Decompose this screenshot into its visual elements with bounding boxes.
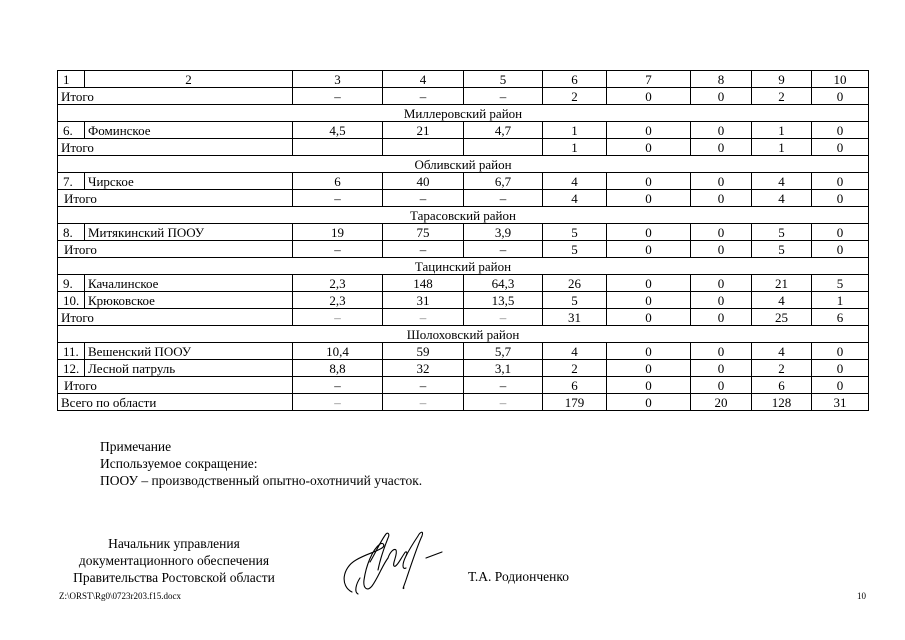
table-cell: 0 bbox=[812, 377, 869, 394]
table-cell: – bbox=[383, 190, 464, 207]
total-row bbox=[58, 309, 869, 326]
note-line-abbreviation: Используемое сокращение: bbox=[100, 456, 258, 471]
table-cell: 20 bbox=[691, 394, 752, 411]
table-cell: 0 bbox=[691, 241, 752, 258]
table-cell: 0 bbox=[691, 343, 752, 360]
district-name: Обливский район bbox=[58, 156, 869, 173]
table-cell: – bbox=[293, 241, 383, 258]
table-cell: – bbox=[383, 241, 464, 258]
table-cell: – bbox=[293, 309, 383, 326]
table-cell: – bbox=[293, 190, 383, 207]
table-cell: 64,3 bbox=[464, 275, 543, 292]
row-number: 8. bbox=[58, 224, 85, 241]
total-label: Итого bbox=[58, 190, 293, 207]
table-cell: 31 bbox=[383, 292, 464, 309]
district-name: Миллеровский район bbox=[58, 105, 869, 122]
table-cell: – bbox=[383, 394, 464, 411]
table-row bbox=[58, 360, 869, 377]
header-cell: 9 bbox=[752, 71, 812, 88]
table-cell: 31 bbox=[543, 309, 607, 326]
table-cell: 4 bbox=[752, 343, 812, 360]
handwritten-signature-icon bbox=[330, 522, 445, 602]
row-number: 10. bbox=[58, 292, 85, 309]
table-cell: 5 bbox=[752, 224, 812, 241]
table-cell: 2 bbox=[752, 88, 812, 105]
table-row bbox=[58, 292, 869, 309]
table-cell: – bbox=[464, 394, 543, 411]
table-cell: – bbox=[383, 88, 464, 105]
table-cell: – bbox=[383, 377, 464, 394]
header-cell: 4 bbox=[383, 71, 464, 88]
table-cell: 26 bbox=[543, 275, 607, 292]
district-name: Шолоховский район bbox=[58, 326, 869, 343]
header-cell: 10 bbox=[812, 71, 869, 88]
table-cell: – bbox=[464, 241, 543, 258]
note-line-definition: ПООУ – производственный опытно-охотничий участок. bbox=[100, 473, 423, 488]
table-cell: 179 bbox=[543, 394, 607, 411]
area-name: Фоминское bbox=[85, 122, 293, 139]
header-cell: 3 bbox=[293, 71, 383, 88]
table-cell: 0 bbox=[607, 275, 691, 292]
table-cell: 0 bbox=[607, 139, 691, 156]
table-cell: – bbox=[293, 394, 383, 411]
area-name: Качалинское bbox=[85, 275, 293, 292]
table-cell: 75 bbox=[383, 224, 464, 241]
total-label: Итого bbox=[58, 139, 293, 156]
table-cell: 31 bbox=[812, 394, 869, 411]
area-name: Крюковское bbox=[85, 292, 293, 309]
table-cell: – bbox=[464, 377, 543, 394]
signatory-position bbox=[58, 535, 290, 586]
table-header-row bbox=[58, 71, 869, 88]
table-cell: 0 bbox=[607, 173, 691, 190]
table-cell: 1 bbox=[812, 292, 869, 309]
total-label: Всего по области bbox=[58, 394, 293, 411]
table-cell: 0 bbox=[812, 360, 869, 377]
position-line: документационного обеспечения bbox=[78, 553, 270, 568]
table-cell: 5 bbox=[543, 224, 607, 241]
table-cell: 4,5 bbox=[293, 122, 383, 139]
table-cell: 5 bbox=[812, 275, 869, 292]
table-row bbox=[58, 122, 869, 139]
total-row bbox=[58, 241, 869, 258]
table-cell: 21 bbox=[383, 122, 464, 139]
table-cell: 3,9 bbox=[464, 224, 543, 241]
table-row bbox=[58, 173, 869, 190]
total-label: Итого bbox=[58, 241, 293, 258]
district-name: Тарасовский район bbox=[58, 207, 869, 224]
table-cell: 21 bbox=[752, 275, 812, 292]
table-cell: 148 bbox=[383, 275, 464, 292]
area-name: Лесной патруль bbox=[85, 360, 293, 377]
total-row bbox=[58, 190, 869, 207]
area-name: Чирское bbox=[85, 173, 293, 190]
table-cell: 0 bbox=[812, 173, 869, 190]
total-label: Итого bbox=[58, 309, 293, 326]
table-cell: 4,7 bbox=[464, 122, 543, 139]
table-cell: 8,8 bbox=[293, 360, 383, 377]
table-cell: 10,4 bbox=[293, 343, 383, 360]
data-table bbox=[57, 70, 869, 411]
table-cell: 0 bbox=[812, 224, 869, 241]
note-title: Примечание bbox=[100, 439, 172, 454]
table-cell: 0 bbox=[607, 343, 691, 360]
table-cell: 2 bbox=[752, 360, 812, 377]
table-cell: – bbox=[293, 88, 383, 105]
header-cell: 2 bbox=[85, 71, 293, 88]
table-cell bbox=[293, 139, 383, 156]
position-line: Правительства Ростовской области bbox=[73, 570, 275, 585]
position-line: Начальник управления bbox=[108, 536, 240, 551]
table-cell: 4 bbox=[752, 190, 812, 207]
table-cell: – bbox=[293, 377, 383, 394]
row-number: 11. bbox=[58, 343, 85, 360]
table-cell: 0 bbox=[812, 88, 869, 105]
page-number: 10 bbox=[857, 591, 866, 601]
table-cell: 0 bbox=[607, 241, 691, 258]
table-cell: 0 bbox=[607, 122, 691, 139]
district-header-row bbox=[58, 326, 869, 343]
table-cell: 0 bbox=[607, 360, 691, 377]
table-cell: 4 bbox=[543, 190, 607, 207]
table-cell: 0 bbox=[691, 224, 752, 241]
table-cell: 13,5 bbox=[464, 292, 543, 309]
table-cell bbox=[383, 139, 464, 156]
table-cell: 0 bbox=[812, 343, 869, 360]
table-cell: 6 bbox=[293, 173, 383, 190]
area-name: Митякинский ПООУ bbox=[85, 224, 293, 241]
table-row bbox=[58, 343, 869, 360]
total-label: Итого bbox=[58, 88, 293, 105]
table-cell: 6,7 bbox=[464, 173, 543, 190]
table-cell bbox=[464, 139, 543, 156]
row-number: 7. bbox=[58, 173, 85, 190]
table-cell: – bbox=[464, 309, 543, 326]
header-cell: 1 bbox=[58, 71, 85, 88]
table-cell: 2,3 bbox=[293, 275, 383, 292]
table-cell: 0 bbox=[607, 394, 691, 411]
table-cell: 6 bbox=[543, 377, 607, 394]
table-cell: 0 bbox=[691, 292, 752, 309]
table-cell: 1 bbox=[752, 139, 812, 156]
table-cell: 0 bbox=[607, 224, 691, 241]
table-cell: 5 bbox=[752, 241, 812, 258]
table-cell: 5,7 bbox=[464, 343, 543, 360]
table-cell: – bbox=[464, 190, 543, 207]
table-cell: 0 bbox=[812, 190, 869, 207]
table-cell: 0 bbox=[691, 139, 752, 156]
table-cell: 4 bbox=[543, 343, 607, 360]
table-cell: 0 bbox=[691, 309, 752, 326]
table-cell: 0 bbox=[691, 88, 752, 105]
table-cell: 5 bbox=[543, 241, 607, 258]
row-number: 6. bbox=[58, 122, 85, 139]
table-cell: 4 bbox=[752, 173, 812, 190]
district-name: Тацинский район bbox=[58, 258, 869, 275]
total-row bbox=[58, 88, 869, 105]
table-cell: 32 bbox=[383, 360, 464, 377]
district-header-row bbox=[58, 207, 869, 224]
table-cell: – bbox=[383, 309, 464, 326]
total-row bbox=[58, 139, 869, 156]
table-cell: 2 bbox=[543, 88, 607, 105]
table-cell: 128 bbox=[752, 394, 812, 411]
table-cell: 0 bbox=[812, 241, 869, 258]
district-header-row bbox=[58, 105, 869, 122]
table-cell: 3,1 bbox=[464, 360, 543, 377]
table-cell: 0 bbox=[607, 377, 691, 394]
table-cell: 0 bbox=[691, 377, 752, 394]
table-cell: 0 bbox=[607, 309, 691, 326]
total-row bbox=[58, 377, 869, 394]
header-cell: 6 bbox=[543, 71, 607, 88]
table-cell: 0 bbox=[691, 122, 752, 139]
table-cell: 4 bbox=[752, 292, 812, 309]
table-cell: 1 bbox=[543, 122, 607, 139]
signatory-name: Т.А. Родионченко bbox=[468, 569, 569, 584]
table-cell: – bbox=[464, 88, 543, 105]
table-cell: 25 bbox=[752, 309, 812, 326]
table-row bbox=[58, 224, 869, 241]
table-cell: 0 bbox=[691, 360, 752, 377]
table-cell: 0 bbox=[691, 275, 752, 292]
area-name: Вешенский ПООУ bbox=[85, 343, 293, 360]
table-cell: 0 bbox=[812, 139, 869, 156]
table-cell: 4 bbox=[543, 173, 607, 190]
header-cell: 7 bbox=[607, 71, 691, 88]
table-cell: 40 bbox=[383, 173, 464, 190]
table-cell: 0 bbox=[691, 190, 752, 207]
header-cell: 8 bbox=[691, 71, 752, 88]
table-cell: 0 bbox=[607, 190, 691, 207]
table-cell: 19 bbox=[293, 224, 383, 241]
row-number: 9. bbox=[58, 275, 85, 292]
table-row bbox=[58, 275, 869, 292]
row-number: 12. bbox=[58, 360, 85, 377]
table-cell: 1 bbox=[752, 122, 812, 139]
table-cell: 0 bbox=[607, 88, 691, 105]
table-cell: 2 bbox=[543, 360, 607, 377]
total-label: Итого bbox=[58, 377, 293, 394]
district-header-row bbox=[58, 258, 869, 275]
table-cell: 6 bbox=[752, 377, 812, 394]
table-cell: 2,3 bbox=[293, 292, 383, 309]
total-row bbox=[58, 394, 869, 411]
header-cell: 5 bbox=[464, 71, 543, 88]
district-header-row bbox=[58, 156, 869, 173]
table-cell: 0 bbox=[812, 122, 869, 139]
table-cell: 1 bbox=[543, 139, 607, 156]
table-cell: 6 bbox=[812, 309, 869, 326]
file-path: Z:\ORST\Rg0\0723r203.f15.docx bbox=[59, 591, 181, 601]
table-cell: 5 bbox=[543, 292, 607, 309]
table-cell: 0 bbox=[607, 292, 691, 309]
table-cell: 59 bbox=[383, 343, 464, 360]
table-cell: 0 bbox=[691, 173, 752, 190]
